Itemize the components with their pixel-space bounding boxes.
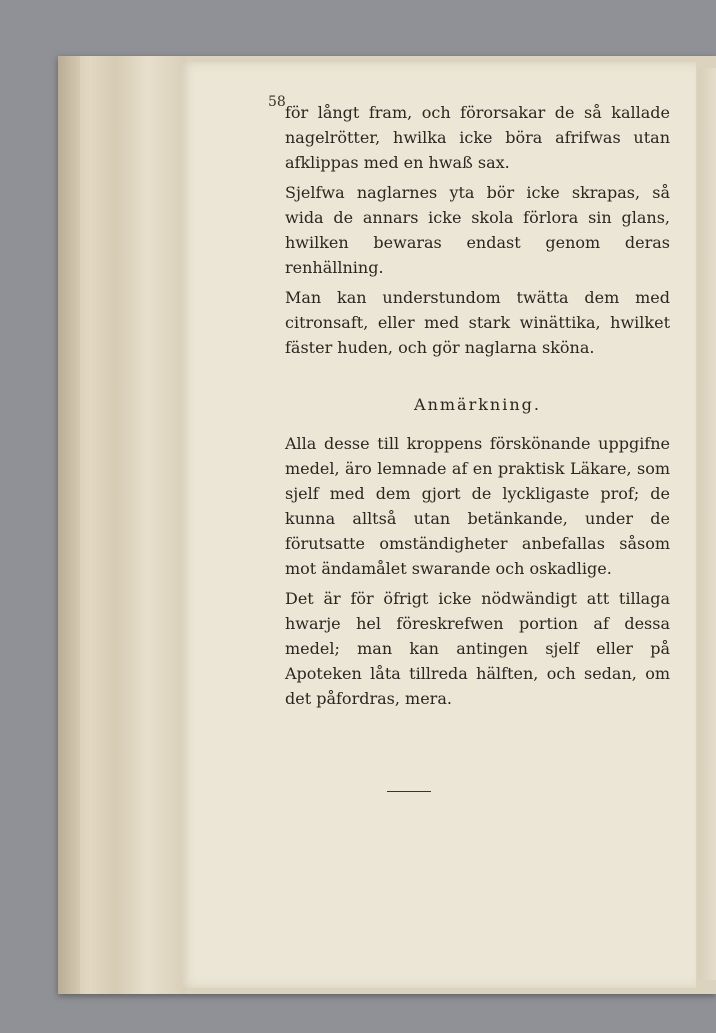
page-text xyxy=(285,100,670,716)
closing-rule xyxy=(387,791,431,792)
paragraph-1: för långt fram, och förorsakar de så kallade nagelrötter, hwilka icke böra afrifwas utan afklippas med en hwaß sax. xyxy=(285,103,670,172)
book-spread xyxy=(58,56,716,994)
book-page xyxy=(180,62,696,988)
paragraph-3: Man kan understundom twätta dem med citronsaft, eller med stark winättika, hwilket fäster huden, och gör naglarna sköna. xyxy=(285,288,670,357)
next-page-edge xyxy=(698,68,716,980)
section-heading: Anmärkning. xyxy=(414,395,541,414)
page-number: 58 xyxy=(268,94,286,110)
note-paragraph-2: Det är för öfrigt icke nödwändigt att tillaga hwarje hel föreskrefwen portion af dessa medel; man kan antingen sjelf eller på Apoteken låta tillreda hälften, och sedan, om det påfordras, mera. xyxy=(285,589,670,708)
paragraph-2: Sjelfwa naglarnes yta bör icke skrapas, så wida de annars icke skola förlora sin glans, hwilken bewaras endast genom deras renhällning. xyxy=(285,183,670,277)
page-gutter xyxy=(58,56,186,994)
note-paragraph-1: Alla desse till kroppens förskönande uppgifne medel, äro lemnade af en praktisk Läkare, som sjelf med dem gjort de lyckligaste prof; de kunna alltså utan betänkande, under de förutsatte omständigheter anbefallas såsom mot ändamålet swarande och oskadlige. xyxy=(285,434,670,578)
gutter-edge xyxy=(58,56,80,994)
